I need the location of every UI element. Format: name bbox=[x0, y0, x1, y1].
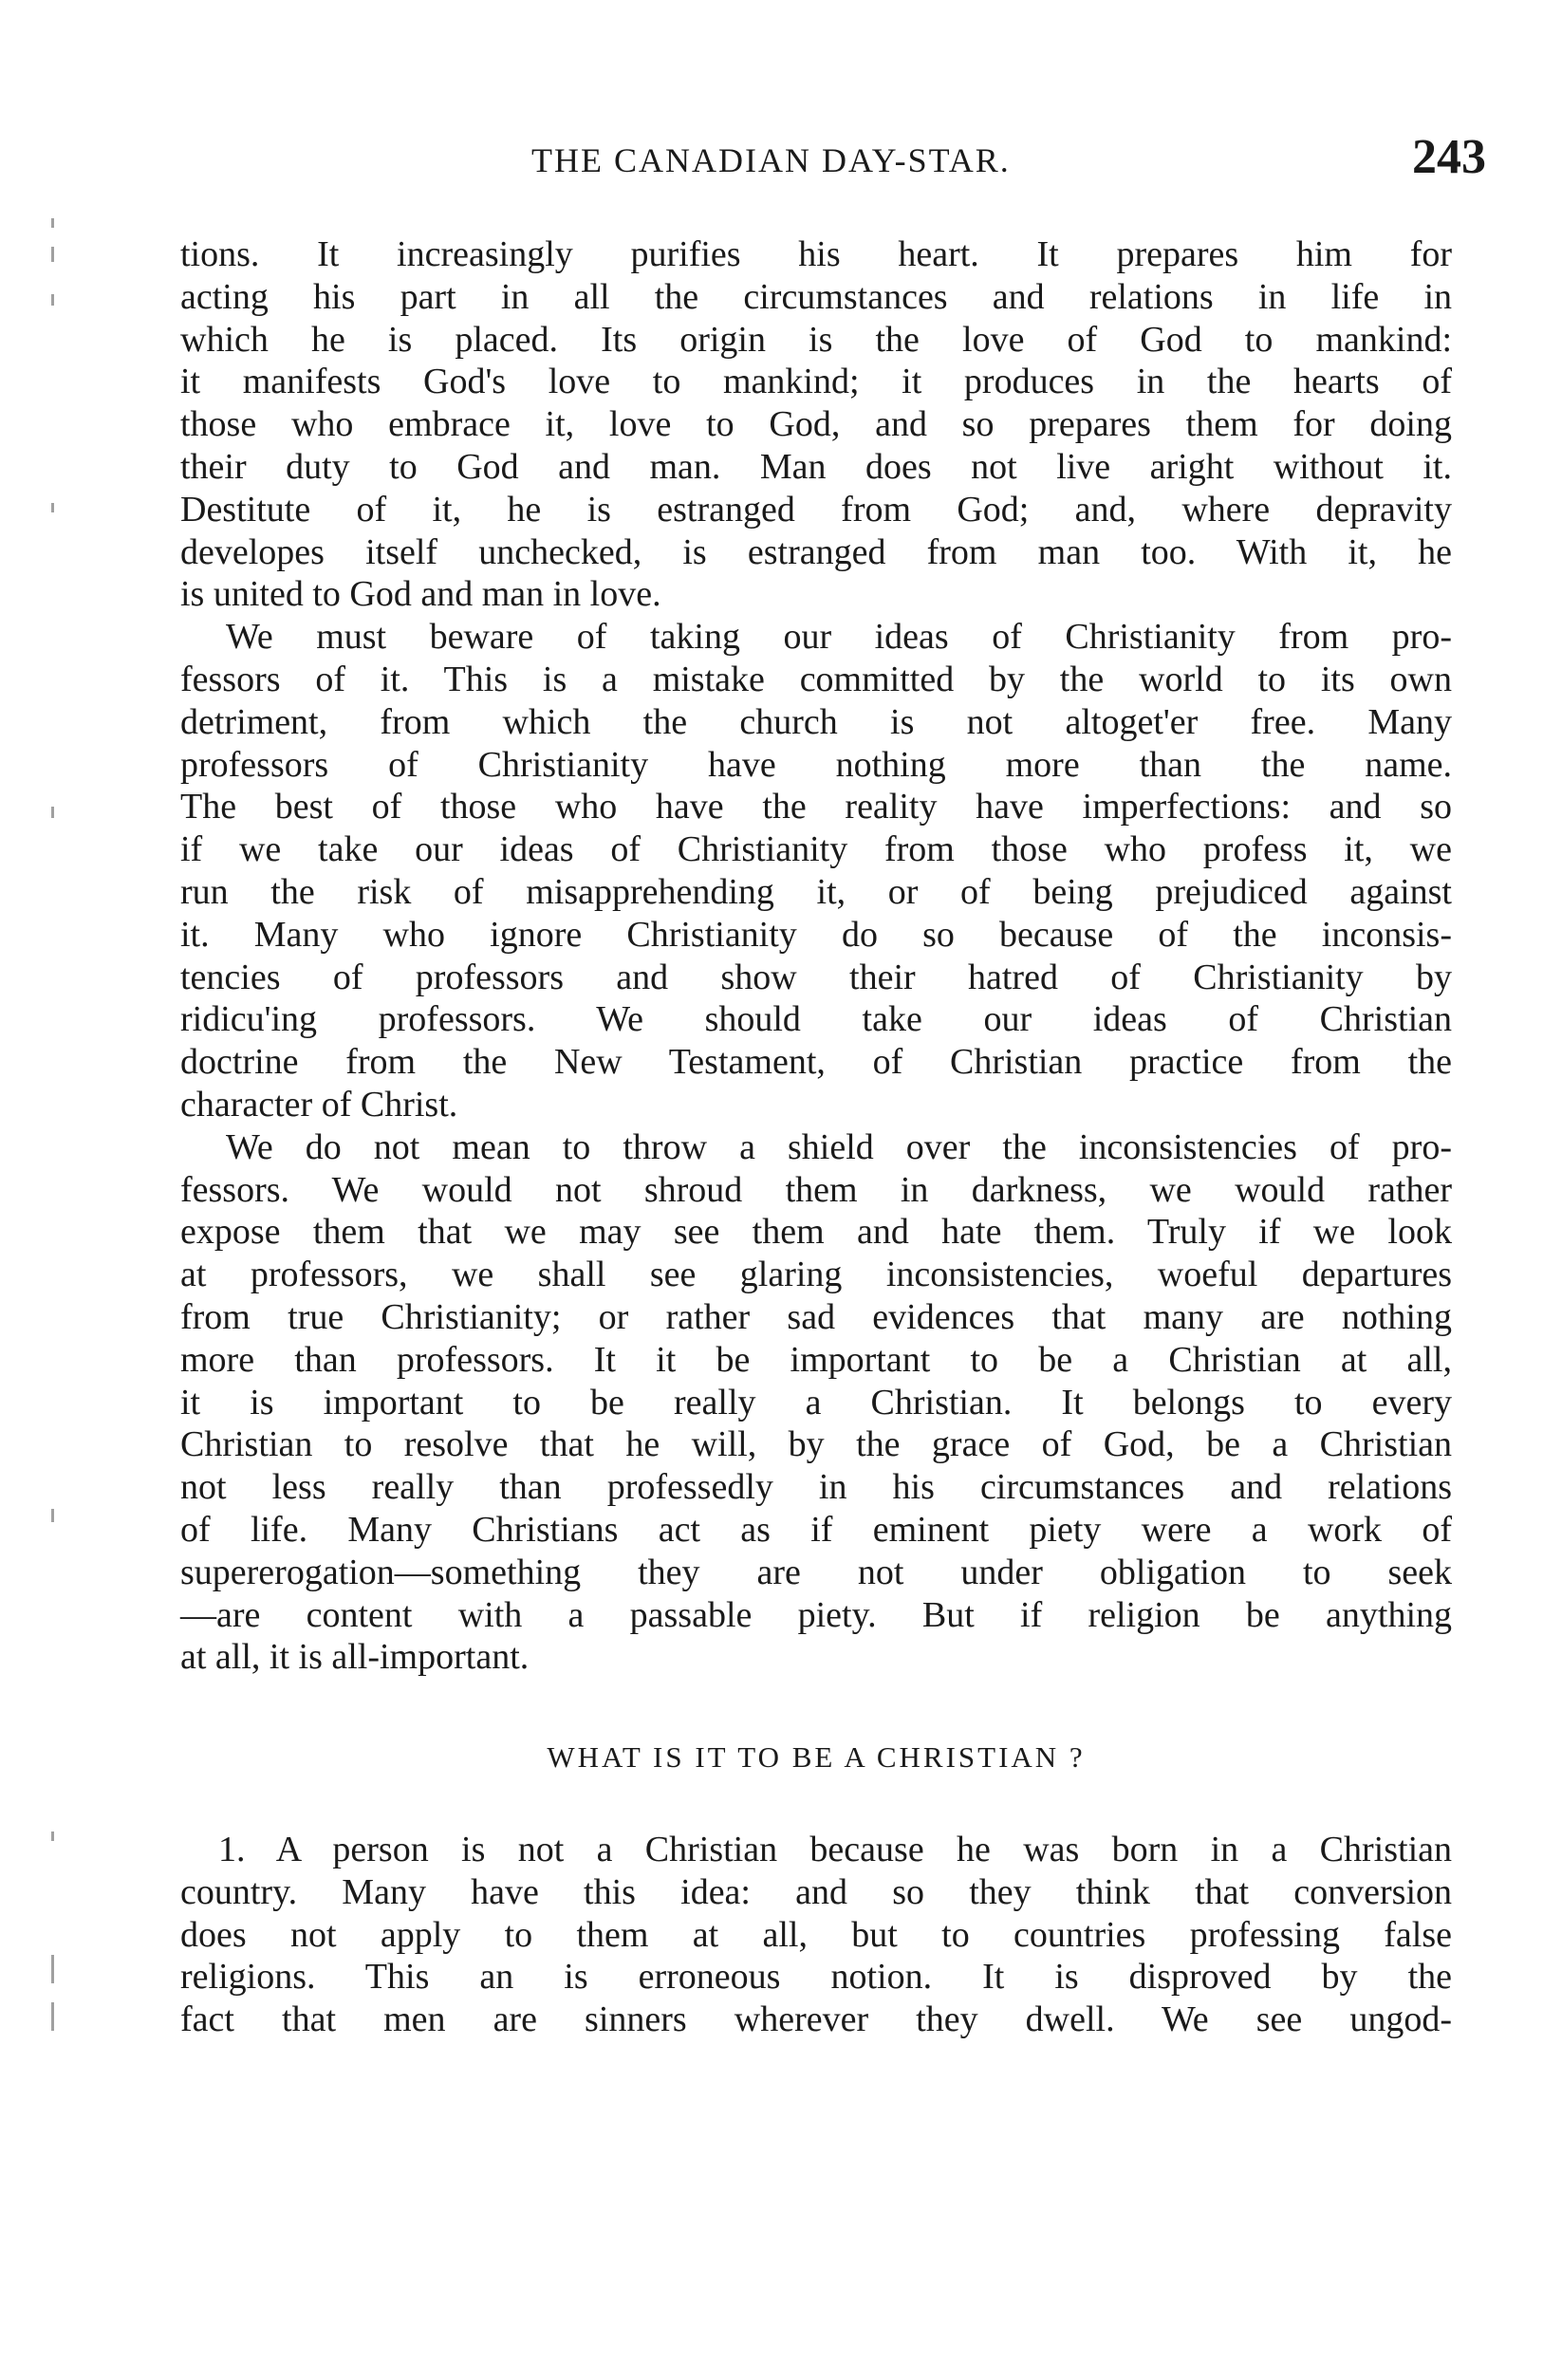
text-line: of life. Many Christians act as if eminent piety were a work of bbox=[180, 1509, 1452, 1550]
margin-scan-marks bbox=[51, 218, 70, 2116]
text-line: it is important to be really a Christian. It belongs to every bbox=[180, 1382, 1452, 1422]
section-spacer bbox=[180, 1679, 1452, 1736]
text-line: Destitute of it, he is estranged from God; and, where depravity bbox=[180, 489, 1452, 530]
text-line: supererogation—something they are not under obligation to seek bbox=[180, 1552, 1452, 1592]
text-line: it. Many who ignore Christianity do so because of the inconsis- bbox=[180, 914, 1452, 955]
text-line: those who embrace it, love to God, and so prepares them for doing bbox=[180, 404, 1452, 445]
text-line: which he is placed. Its origin is the love of God to mankind: bbox=[180, 319, 1452, 360]
text-line: is united to God and man in love. bbox=[180, 574, 661, 615]
text-line: The best of those who have the reality have imperfections: and so bbox=[180, 787, 1452, 827]
text-line: not less really than professedly in his circumstances and relations bbox=[180, 1467, 1452, 1508]
paragraph-1 bbox=[180, 233, 1452, 616]
text-line: We must beware of taking our ideas of Christianity from pro- bbox=[226, 617, 1452, 658]
page-number: 243 bbox=[1412, 130, 1486, 184]
text-line: We do not mean to throw a shield over the inconsistencies of pro- bbox=[226, 1126, 1452, 1167]
section-heading: WHAT IS IT TO BE A CHRISTIAN ? bbox=[547, 1740, 1086, 1775]
text-line: fact that men are sinners wherever they dwell. We see ungod- bbox=[180, 1999, 1452, 2040]
text-line: at all, it is all-important. bbox=[180, 1637, 530, 1678]
running-head: THE CANADIAN DAY-STAR. bbox=[531, 141, 1011, 179]
text-line: more than professors. It it be important to be a Christian at all, bbox=[180, 1339, 1452, 1380]
body-text bbox=[180, 233, 1452, 2041]
text-line: from true Christianity; or rather sad evidences that many are nothing bbox=[180, 1296, 1452, 1337]
text-line: acting his part in all the circumstances and relations in life in bbox=[180, 276, 1452, 317]
paragraph-2 bbox=[180, 616, 1452, 1126]
text-line: character of Christ. bbox=[180, 1084, 458, 1125]
text-line: Christian to resolve that he will, by the grace of God, be a Christian bbox=[180, 1424, 1452, 1465]
text-line: fessors. We would not shroud them in darkness, we would rather bbox=[180, 1169, 1452, 1210]
text-line: doctrine from the New Testament, of Christian practice from the bbox=[180, 1042, 1452, 1083]
text-line: ridicu'ing professors. We should take our ideas of Christian bbox=[180, 999, 1452, 1040]
text-line: does not apply to them at all, but to countries professing false bbox=[180, 1914, 1452, 1955]
text-line: run the risk of misapprehending it, or of being prejudiced against bbox=[180, 871, 1452, 912]
text-line: it manifests God's love to mankind; it produces in the hearts of bbox=[180, 362, 1452, 402]
text-line: at professors, we shall see glaring inconsistencies, woeful departures bbox=[180, 1255, 1452, 1295]
text-line: detriment, from which the church is not altoget'er free. Many bbox=[180, 701, 1452, 742]
text-line: tencies of professors and show their hatred of Christianity by bbox=[180, 957, 1452, 997]
text-line: expose them that we may see them and hate them. Truly if we look bbox=[180, 1212, 1452, 1253]
text-line: their duty to God and man. Man does not live aright without it. bbox=[180, 446, 1452, 487]
text-line: —are content with a passable piety. But if religion be anything bbox=[180, 1594, 1452, 1635]
text-line: if we take our ideas of Christianity from those who profess it, we bbox=[180, 829, 1452, 870]
text-line: country. Many have this idea: and so they think that conversion bbox=[180, 1871, 1452, 1912]
text-line: tions. It increasingly purifies his heart. It prepares him for bbox=[180, 234, 1452, 274]
text-line: fessors of it. This is a mistake committed by the world to its own bbox=[180, 659, 1452, 699]
paragraph-4 bbox=[180, 1829, 1452, 2041]
text-line: religions. This an is erroneous notion. It is disproved by the bbox=[180, 1957, 1452, 1998]
text-line: professors of Christianity have nothing more than the name. bbox=[180, 744, 1452, 785]
text-line: 1. A person is not a Christian because he was born in a Christian bbox=[218, 1830, 1452, 1870]
paragraph-3 bbox=[180, 1126, 1452, 1679]
section-spacer bbox=[180, 1779, 1452, 1829]
text-line: developes itself unchecked, is estranged from man too. With it, he bbox=[180, 531, 1452, 572]
